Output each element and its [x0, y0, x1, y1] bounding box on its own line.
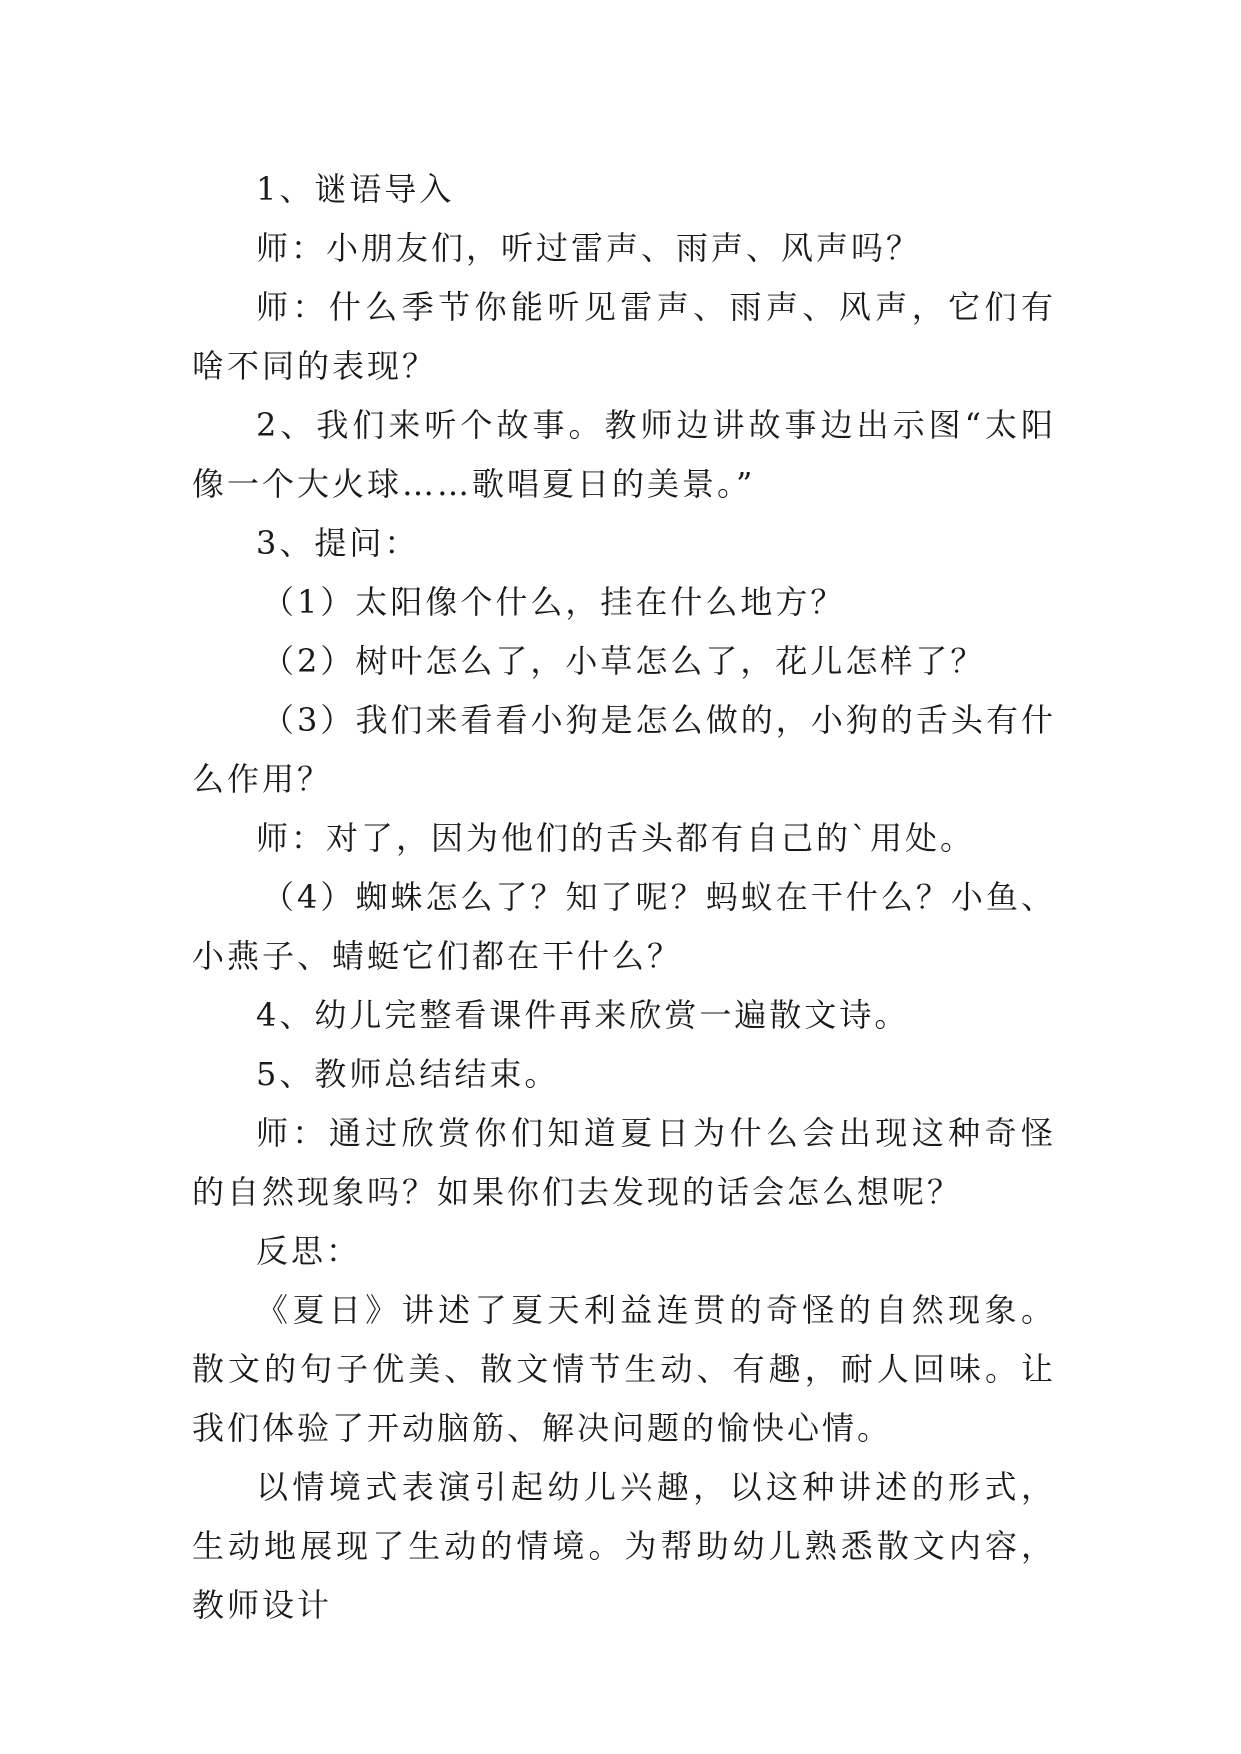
paragraph-12: 5、教师总结结束。	[256, 1055, 560, 1093]
document-page	[192, 160, 1056, 1635]
paragraph-7: （2）树叶怎么了，小草怎么了，花儿怎样了？	[262, 642, 986, 680]
paragraph-8: （3）我们来看看小狗是怎么做的，小狗的舌头有什么作用？	[192, 701, 1056, 798]
paragraph-1: 1、谜语导入	[256, 170, 455, 208]
paragraph-10: （4）蜘蛛怎么了？知了呢？蚂蚁在干什么？小鱼、小燕子、蜻蜓它们都在干什么？	[192, 878, 1056, 975]
paragraph-6: （1）太阳像个什么，挂在什么地方？	[262, 583, 846, 621]
paragraph-4: 2、我们来听个故事。教师边讲故事边出示图“太阳像一个大火球……歌唱夏日的美景。”	[192, 406, 1056, 503]
paragraph-9: 师：对了，因为他们的舌头都有自己的`用处。	[256, 819, 976, 857]
paragraph-5: 3、提问：	[256, 524, 420, 562]
paragraph-14: 反思：	[256, 1232, 362, 1270]
paragraph-15: 《夏日》讲述了夏天利益连贯的奇怪的自然现象。散文的句子优美、散文情节生动、有趣，耐人回味。让我们体验了开动脑筋、解决问题的愉快心情。	[192, 1291, 1056, 1447]
paragraph-13: 师：通过欣赏你们知道夏日为什么会出现这种奇怪的自然现象吗？如果你们去发现的话会怎么想呢？	[192, 1114, 1056, 1211]
paragraph-2: 师：小朋友们，听过雷声、雨声、风声吗？	[256, 229, 922, 267]
paragraph-3: 师：什么季节你能听见雷声、雨声、风声，它们有啥不同的表现？	[192, 288, 1056, 385]
paragraph-16: 以情境式表演引起幼儿兴趣，以这种讲述的形式，生动地展现了生动的情境。为帮助幼儿熟悉散文内容，教师设计	[192, 1468, 1056, 1624]
paragraph-11: 4、幼儿完整看课件再来欣赏一遍散文诗。	[256, 996, 910, 1034]
